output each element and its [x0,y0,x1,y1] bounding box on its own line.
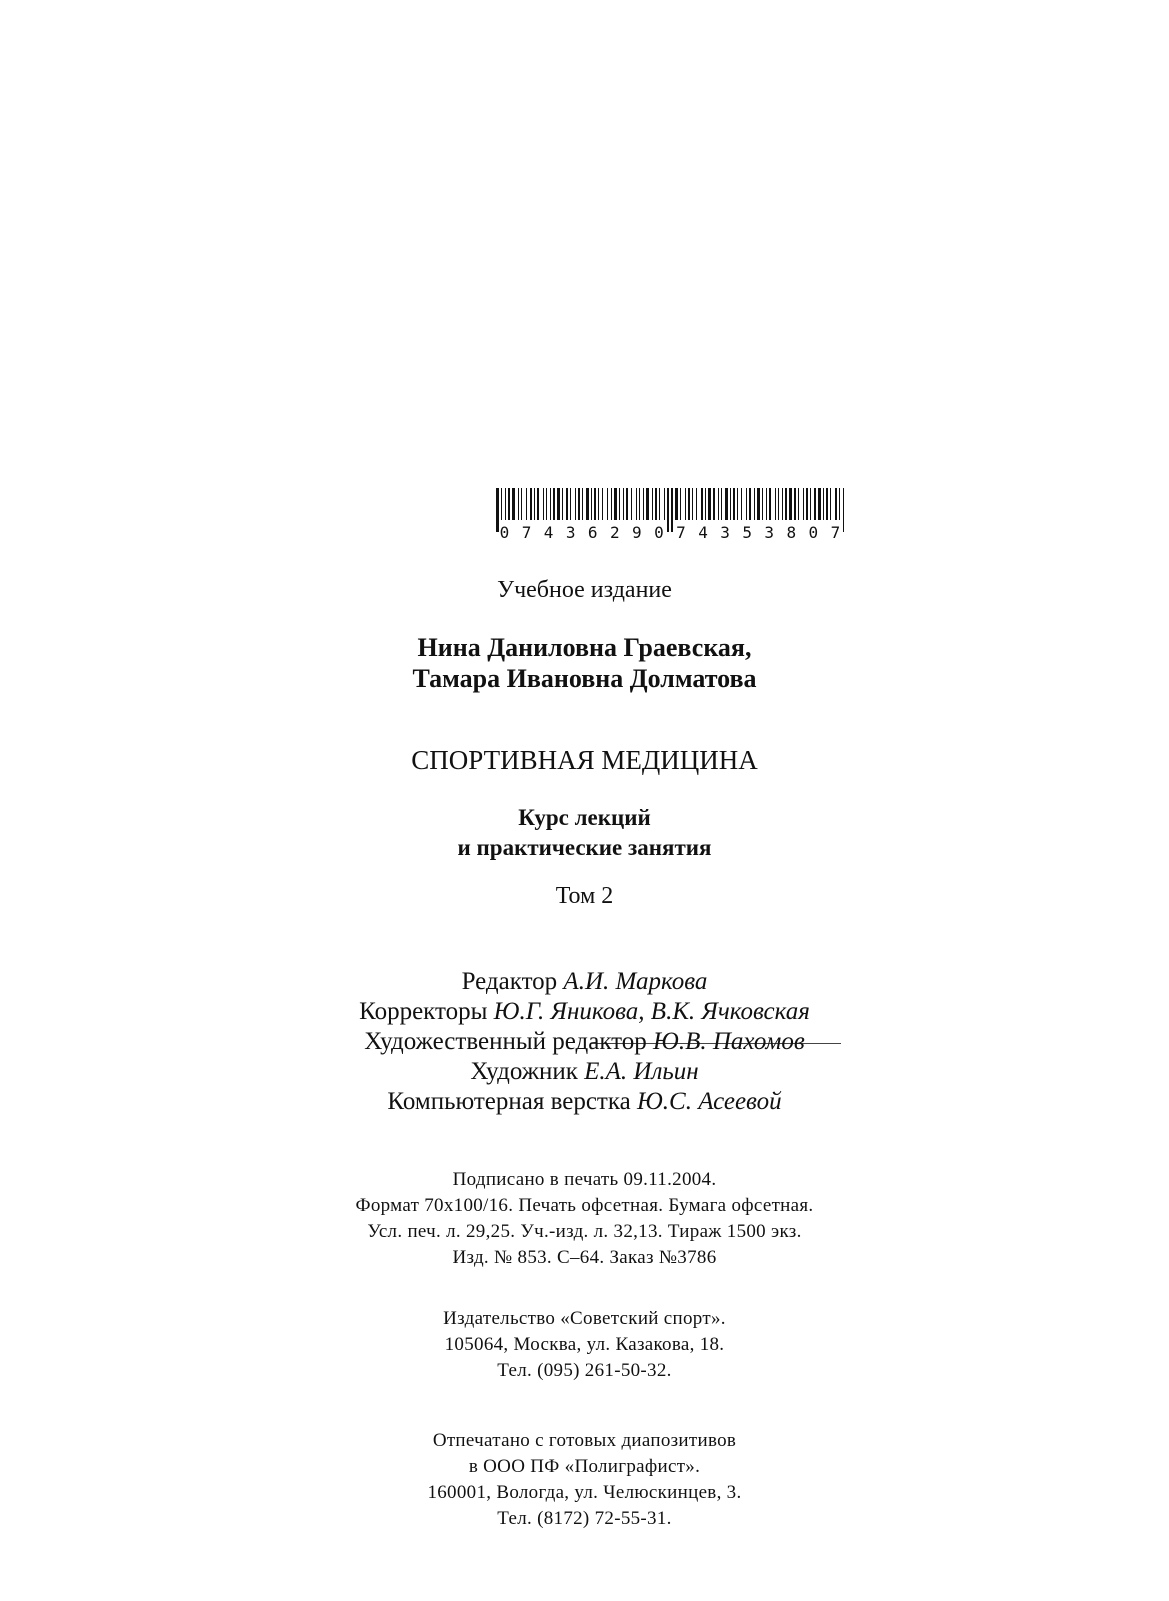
barcode-bar [688,488,690,520]
publisher-line: 105064, Москва, ул. Казакова, 18. [444,1334,725,1355]
credit-names: Е.А. Ильин [584,1058,699,1085]
credit-line [0,967,1169,997]
barcode-bar [546,488,547,520]
barcode-bar [814,488,816,520]
credit-role: Редактор [461,968,558,995]
barcode-bar [778,488,779,520]
barcode-bar [518,488,519,520]
print-line: Подписано в печать 09.11.2004. [452,1169,717,1190]
barcode-digits [496,523,844,542]
printer-line: Тел. (8172) 72-55-31. [497,1508,672,1529]
barcode-bar [566,488,568,520]
barcode-bar [810,488,811,520]
barcode-bar [591,488,592,520]
barcode-bar [794,488,796,520]
barcode-bar [659,488,660,520]
barcode-bar [685,488,686,520]
barcode-digit: 2 [609,523,620,542]
barcode-bar [562,488,563,520]
barcode-bar [718,488,719,520]
book-title: СПОРТИВНАЯ МЕДИЦИНА [411,745,758,775]
barcode-bar [730,488,731,520]
barcode-bar [586,488,589,520]
barcode-bar [749,488,751,520]
barcode-bar [798,488,799,520]
barcode-bar [782,488,783,520]
barcode-bar [757,488,760,520]
barcode-bar [737,488,738,520]
barcode-bar [680,488,681,520]
barcode-bar [598,488,599,520]
barcode-bar [664,488,665,520]
credit-names: Ю.С. Асеевой [636,1088,782,1115]
barcode-digit: 0 [808,523,819,542]
barcode-digit: 0 [654,523,664,542]
subtitle-line: и практические занятия [457,835,712,860]
barcode-bar [508,488,510,520]
author-name: Нина Даниловна Граевская, [417,633,752,662]
barcode-bar [557,488,560,520]
barcode-digit: 3 [565,523,576,542]
credit-line [0,997,1169,1027]
barcode-bar [769,488,771,520]
credit-role: Художественный редактор [364,1028,647,1055]
barcode-bar [692,488,693,520]
publisher-line: Тел. (095) 261-50-32. [497,1360,672,1381]
barcode-bar [705,488,706,520]
credit-names: А.И. Маркова [563,968,708,995]
barcode-bar [543,488,544,520]
barcode-bar [537,488,539,520]
barcode-bar [602,488,603,520]
barcode-digit: 3 [720,523,730,542]
barcode-bar [619,488,620,520]
barcode-digit: 4 [698,523,708,542]
print-details [0,1167,1169,1271]
barcode-bar [521,488,522,520]
barcode-bar [762,488,763,520]
barcode-bar [823,488,824,520]
barcode-digit: 8 [786,523,797,542]
barcode-bar [766,488,767,520]
authors [0,632,1169,694]
barcode-digit: 7 [830,523,841,542]
barcode-bar [594,488,596,520]
barcode-digit: 3 [764,523,775,542]
barcode-bar [607,488,608,520]
barcode-bar [575,488,576,520]
credit-role: Компьютерная верстка [387,1088,631,1115]
barcode-bar [582,488,583,520]
credit-names: Ю.Г. Яникова, В.К. Ячковская [493,998,810,1025]
barcode-bar [534,488,535,520]
credits [0,967,1169,1117]
barcode-bar [655,488,657,520]
barcode-bar [754,488,755,520]
barcode-bar [636,488,637,520]
barcode-bar [675,488,678,520]
barcode-bar [741,488,742,520]
barcode-bar [701,488,703,520]
printer-line: в ООО ПФ «Полиграфист». [468,1456,701,1477]
barcode-bar [806,488,808,520]
barcode-bar [512,488,515,520]
barcode-bar [578,488,580,520]
barcode-bar [646,488,649,520]
publisher-line: Издательство «Советский спорт». [443,1308,726,1329]
barcode-bar [639,488,640,520]
barcode-bar [826,488,828,520]
barcode-bar [652,488,653,520]
credit-role: Художник [470,1058,578,1085]
barcode-bar [708,488,711,520]
credit-names: Ю.В. Пахомов [653,1028,805,1055]
credit-role: Корректоры [359,998,488,1025]
barcode-bar [626,488,628,520]
print-line: Формат 70x100/16. Печать офсетная. Бумага офсетная. [355,1195,814,1216]
barcode-bar [835,488,837,520]
print-line: Усл. печ. л. 29,25. Уч.-изд. л. 32,13. Тираж 1500 экз. [367,1221,802,1242]
barcode-digit: 5 [742,523,752,542]
barcode-bar [530,488,532,520]
credit-line [0,1057,1169,1087]
barcode-bar [614,488,617,520]
series-label: Учебное издание [497,577,672,603]
book-subtitle [0,803,1169,863]
barcode-digit: 9 [632,523,642,542]
barcode-bar [733,488,735,520]
barcode-digit: 4 [543,523,554,542]
barcode [496,488,844,550]
barcode-bar [785,488,787,520]
barcode-bar [775,488,776,520]
credit-line [0,1087,1169,1117]
barcode-bar [830,488,831,520]
barcode-bar [839,488,840,520]
volume-number: Том 2 [555,883,614,909]
publisher-info [0,1306,1169,1384]
barcode-bar [643,488,644,520]
barcode-digit: 7 [676,523,686,542]
printer-line: 160001, Вологда, ул. Челюскинцев, 3. [427,1482,742,1503]
author-name: Тамара Ивановна Долматова [412,664,757,693]
barcode-bar [803,488,804,520]
credit-line [0,1027,1169,1057]
barcode-bar [725,488,728,520]
barcode-bar [746,488,747,520]
barcode-bar [553,488,555,520]
barcode-bar [550,488,551,520]
barcode-bar [526,488,527,520]
print-line: Изд. № 853. С–64. Заказ №3786 [452,1247,717,1268]
subtitle-line: Курс лекций [518,805,651,830]
barcode-bar [789,488,792,520]
barcode-bar [505,488,506,520]
barcode-digit: 7 [521,523,532,542]
barcode-bar [501,488,502,520]
printer-info [0,1428,1169,1532]
barcode-bar [570,488,571,520]
printer-line: Отпечатано с готовых диапозитивов [432,1430,737,1451]
barcode-bar [721,488,722,520]
barcode-bar [713,488,715,520]
barcode-bar [631,488,632,520]
barcode-digit: 6 [587,523,598,542]
barcode-bar [818,488,821,520]
barcode-digit: 0 [499,523,510,542]
barcode-bar [623,488,624,520]
barcode-bar [696,488,697,520]
barcode-bar [611,488,612,520]
